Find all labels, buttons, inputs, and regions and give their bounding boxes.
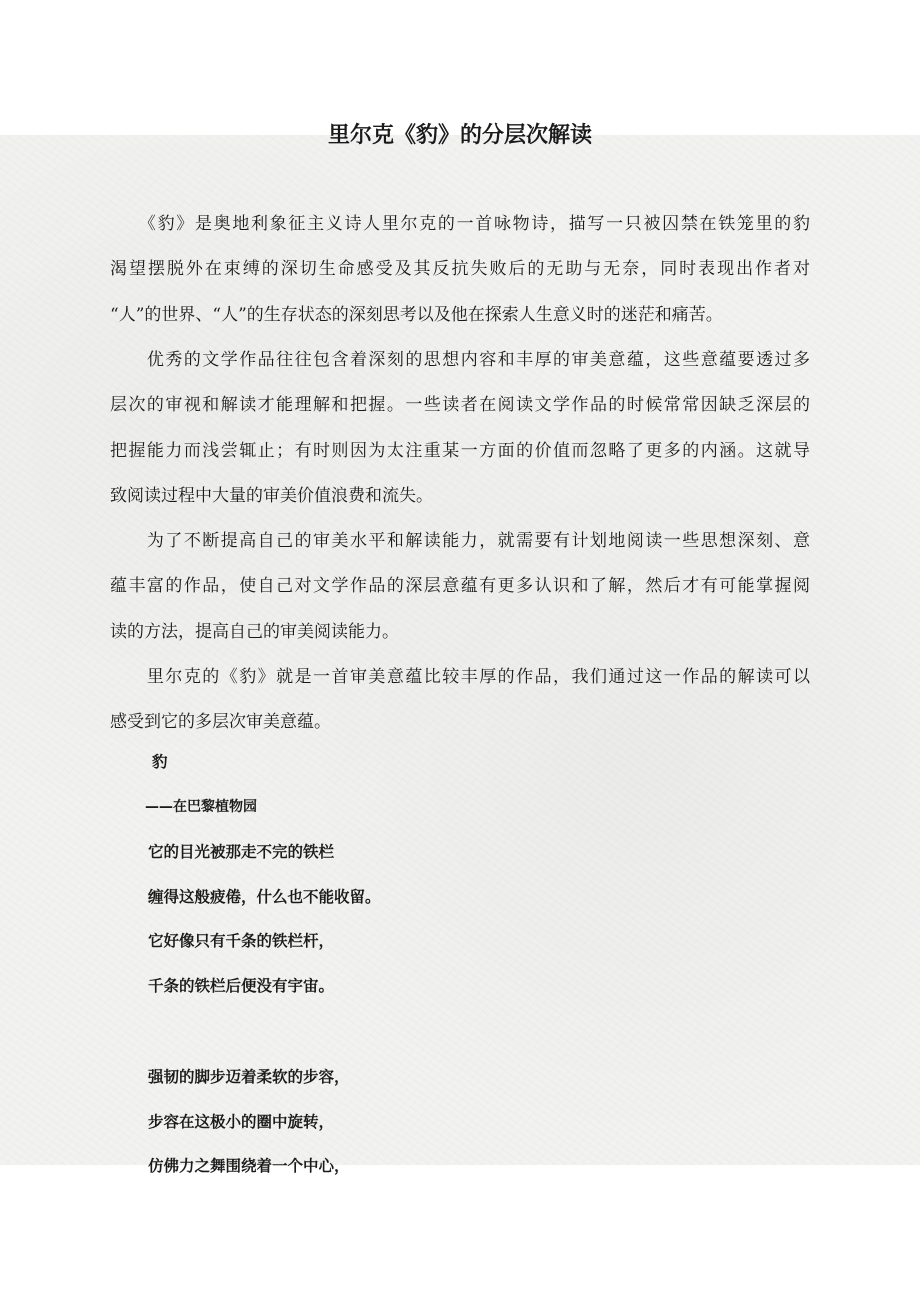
paragraph-line: “人”的世界、“人”的生存状态的深刻思考以及他在探索人生意义时的迷茫和痛苦。: [110, 304, 723, 325]
poem-line: 缠得这般疲倦，什么也不能收留。: [148, 887, 381, 906]
poem-line: 强韧的脚步迈着柔软的步容，: [148, 1068, 350, 1086]
document-title: 里尔克《豹》的分层次解读: [327, 122, 592, 148]
paragraph-line: 里尔克的《豹》就是一首审美意蕴比较丰厚的作品，我们通过这一作品的解读可以: [110, 667, 810, 687]
paragraph-line: 感受到它的多层次审美意蕴。: [110, 712, 331, 733]
paragraph-line: 致阅读过程中大量的审美价值浪费和流失。: [110, 485, 433, 506]
paragraph-line: 优秀的文学作品往往包含着深刻的思想内容和丰厚的审美意蕴，这些意蕴要透过多: [110, 349, 810, 370]
paragraph-line: 为了不断提高自己的审美水平和解读能力，就需要有计划地阅读一些思想深刻、意: [110, 531, 810, 552]
poem-line: 仿佛力之舞围绕着一个中心，: [148, 1157, 350, 1175]
paragraph-line: 《豹》是奥地利象征主义诗人里尔克的一首咏物诗，描写一只被囚禁在铁笼里的豹: [110, 214, 810, 234]
poem-line: 千条的铁栏后便没有宇宙。: [148, 976, 335, 995]
poem-line: 它的目光被那走不完的铁栏: [148, 843, 335, 861]
paragraph-line: 蕴丰富的作品，使自己对文学作品的深层意蕴有更多认识和了解，然后才有可能掌握阅: [110, 576, 810, 597]
paper-background: [0, 135, 920, 1165]
paragraph-line: 渴望摆脱外在束缚的深切生命感受及其反抗失败后的无助与无奈，同时表现出作者对: [110, 259, 810, 280]
poem-title: 豹: [152, 753, 168, 771]
paragraph-line: 读的方法，提高自己的审美阅读能力。: [110, 621, 399, 642]
paragraph-line: 把握能力而浅尝辄止；有时则因为太注重某一方面的价值而忽略了更多的内涵。这就导: [110, 440, 810, 461]
poem-subtitle: ——在巴黎植物园: [145, 799, 257, 815]
paragraph-line: 层次的审视和解读才能理解和把握。一些读者在阅读文学作品的时候常常因缺乏深层的: [110, 395, 810, 416]
poem-line: 步容在这极小的圈中旋转，: [148, 1112, 335, 1131]
poem-line: 它好像只有千条的铁栏杆，: [148, 932, 335, 950]
